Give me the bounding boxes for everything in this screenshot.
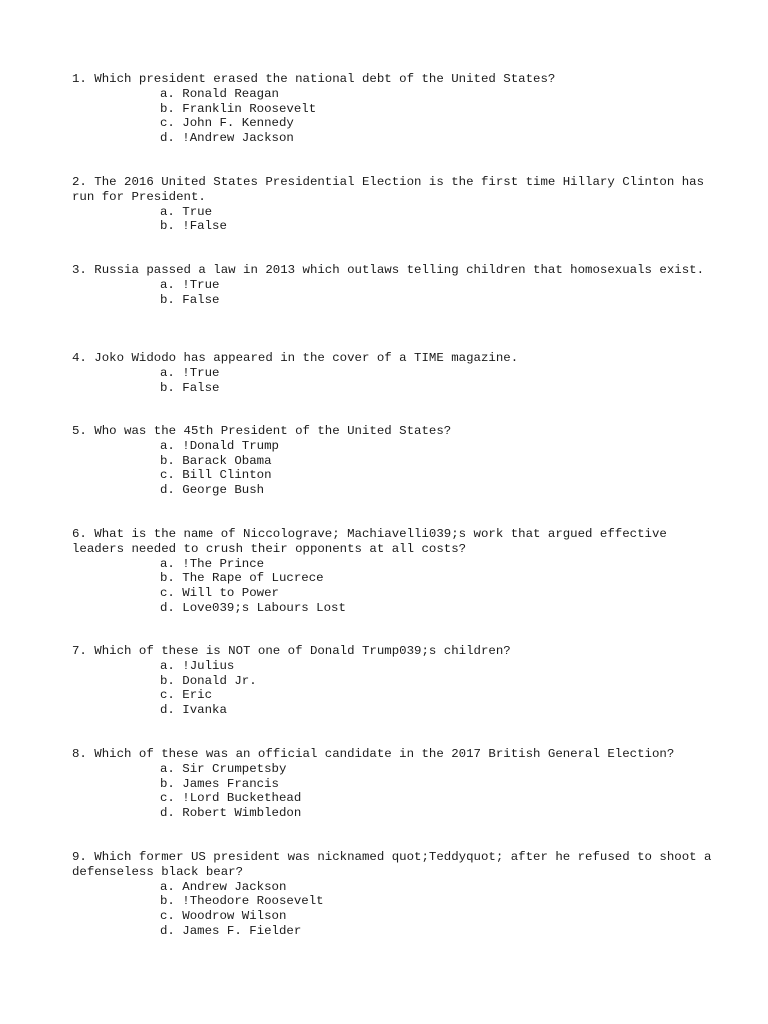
question-7 bbox=[72, 644, 712, 718]
answer-option: c. Bill Clinton bbox=[160, 468, 272, 483]
question-text: 4. Joko Widodo has appeared in the cover of a TIME magazine. bbox=[72, 351, 519, 365]
answer-option: b. !Theodore Roosevelt bbox=[160, 894, 324, 909]
question-text: 3. Russia passed a law in 2013 which outlaws telling children that homosexuals exist. bbox=[72, 263, 705, 277]
question-8 bbox=[72, 747, 712, 821]
answer-option: c. Eric bbox=[160, 688, 213, 703]
question-text: 6. What is the name of Niccolograve; Machiavelli039;s work that argued effective leaders needed to crush their opponents at all costs? bbox=[72, 527, 675, 556]
answer-option: b. James Francis bbox=[160, 776, 279, 791]
question-text: 7. Which of these is NOT one of Donald Trump039;s children? bbox=[72, 644, 511, 658]
answer-option: b. Barack Obama bbox=[160, 453, 272, 468]
answer-option: a. Andrew Jackson bbox=[160, 879, 287, 894]
answer-option: b. The Rape of Lucrece bbox=[160, 571, 324, 586]
answer-option: d. George Bush bbox=[160, 483, 265, 498]
answer-option: a. Sir Crumpetsby bbox=[160, 761, 287, 776]
answer-option: d. !Andrew Jackson bbox=[160, 131, 294, 146]
question-text: 9. Which former US president was nicknamed quot;Teddyquot; after he refused to shoot a defenseless black bear? bbox=[72, 850, 719, 879]
answer-option: b. Donald Jr. bbox=[160, 673, 257, 688]
answer-option: d. James F. Fielder bbox=[160, 923, 302, 938]
question-2 bbox=[72, 175, 712, 234]
answer-option: b. !False bbox=[160, 219, 227, 234]
answer-option: d. Ivanka bbox=[160, 703, 227, 718]
question-5 bbox=[72, 424, 712, 498]
question-6 bbox=[72, 527, 712, 616]
answer-option: a. !Donald Trump bbox=[160, 438, 279, 453]
question-1 bbox=[72, 72, 712, 146]
answer-option: d. Robert Wimbledon bbox=[160, 806, 302, 821]
answer-option: c. Will to Power bbox=[160, 586, 279, 601]
answer-option: c. John F. Kennedy bbox=[160, 116, 294, 131]
question-text: 8. Which of these was an official candidate in the 2017 British General Election? bbox=[72, 747, 675, 761]
answer-option: b. Franklin Roosevelt bbox=[160, 101, 317, 116]
answer-option: a. True bbox=[160, 204, 213, 219]
question-text: 2. The 2016 United States Presidential Election is the first time Hillary Clinton has run for President. bbox=[72, 175, 712, 204]
answer-option: a. !Julius bbox=[160, 658, 235, 673]
question-3 bbox=[72, 263, 712, 307]
answer-option: d. Love039;s Labours Lost bbox=[160, 600, 346, 615]
question-9 bbox=[72, 850, 719, 939]
answer-option: b. False bbox=[160, 292, 220, 307]
answer-option: a. Ronald Reagan bbox=[160, 86, 279, 101]
answer-option: a. !True bbox=[160, 277, 220, 292]
answer-option: a. !True bbox=[160, 365, 220, 380]
answer-option: c. !Lord Buckethead bbox=[160, 791, 302, 806]
answer-option: a. !The Prince bbox=[160, 556, 265, 571]
answer-option: c. Woodrow Wilson bbox=[160, 909, 287, 924]
question-text: 5. Who was the 45th President of the United States? bbox=[72, 424, 452, 438]
question-4 bbox=[72, 351, 712, 395]
answer-option: b. False bbox=[160, 380, 220, 395]
question-text: 1. Which president erased the national debt of the United States? bbox=[72, 72, 556, 86]
